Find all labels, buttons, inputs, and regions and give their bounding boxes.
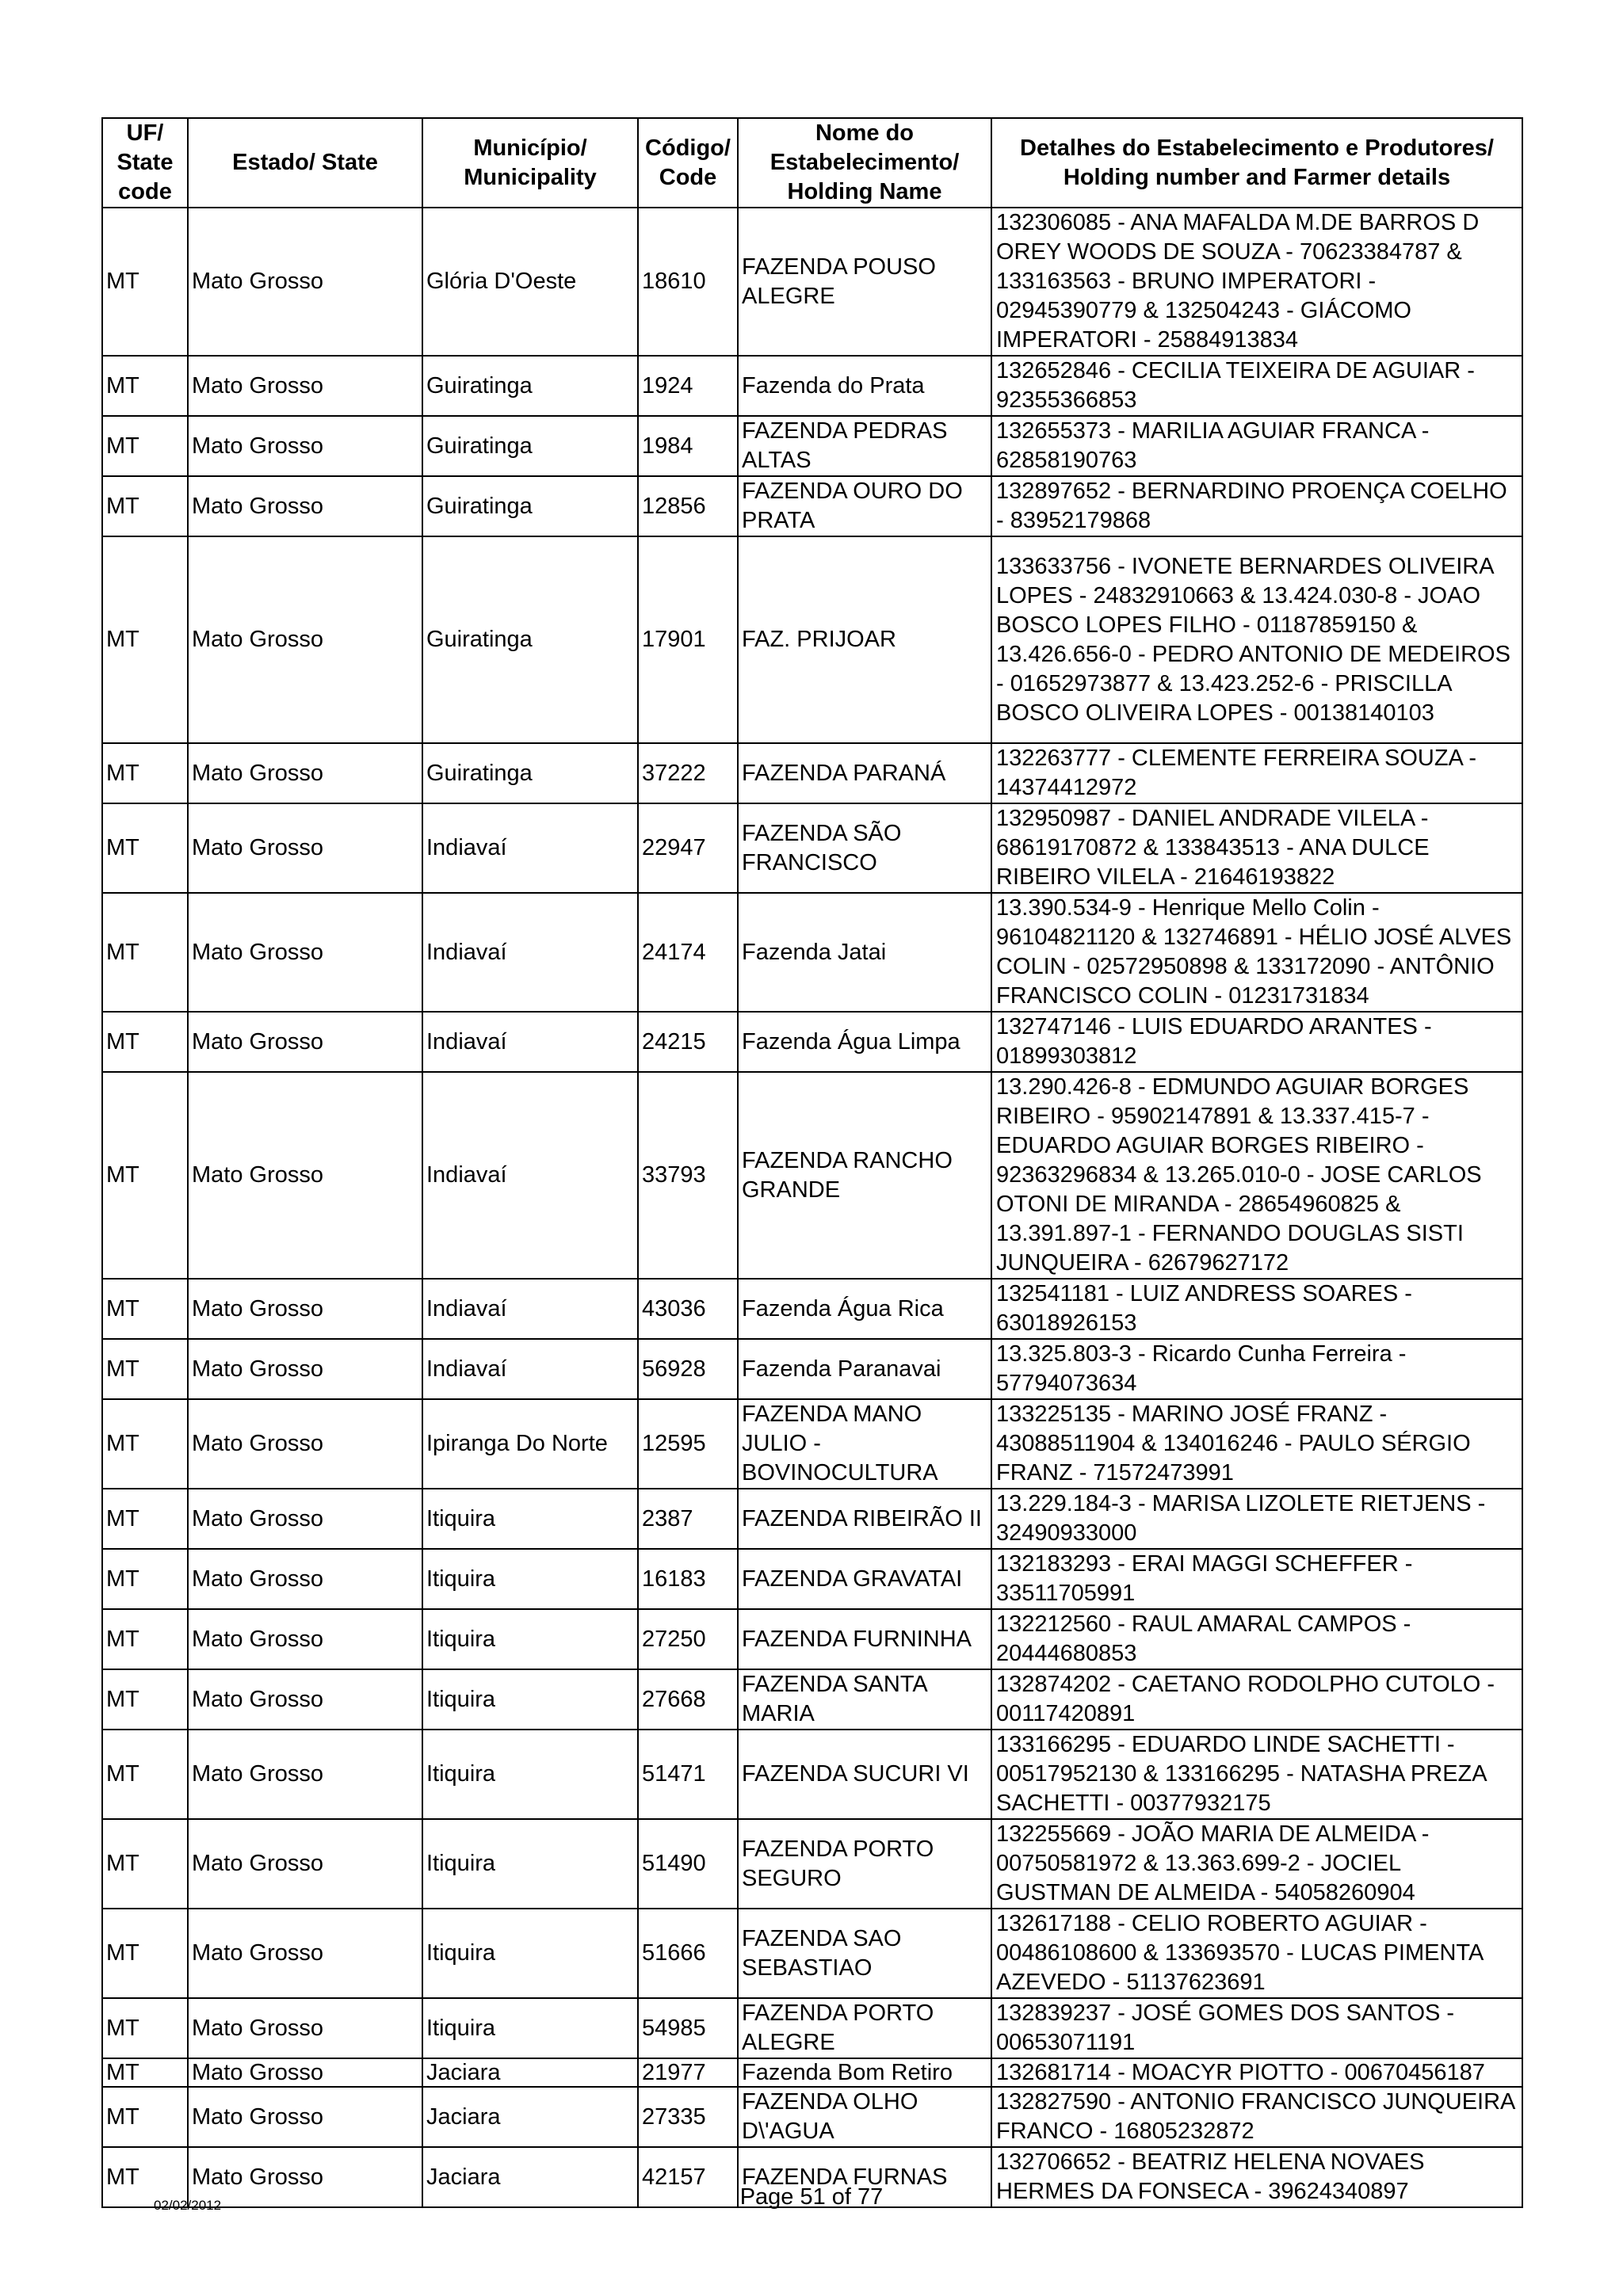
table-row bbox=[102, 1998, 1522, 2058]
cell-uf: MT bbox=[102, 1399, 188, 1489]
cell-codigo: 2387 bbox=[638, 1489, 738, 1549]
cell-codigo: 18610 bbox=[638, 208, 738, 356]
cell-municipio: Indiavaí bbox=[422, 1072, 638, 1279]
cell-nome: Fazenda Jatai bbox=[738, 893, 991, 1012]
cell-uf: MT bbox=[102, 2147, 188, 2207]
table-row bbox=[102, 1399, 1522, 1489]
cell-estado: Mato Grosso bbox=[188, 893, 422, 1012]
cell-detalhes: 132897652 - BERNARDINO PROENÇA COELHO - 83952179868 bbox=[991, 476, 1522, 536]
table-row bbox=[102, 2058, 1522, 2087]
cell-uf: MT bbox=[102, 1549, 188, 1609]
cell-detalhes: 132839237 - JOSÉ GOMES DOS SANTOS - 00653071191 bbox=[991, 1998, 1522, 2058]
cell-municipio: Guiratinga bbox=[422, 536, 638, 743]
cell-estado: Mato Grosso bbox=[188, 1609, 422, 1669]
cell-estado: Mato Grosso bbox=[188, 1072, 422, 1279]
cell-codigo: 1984 bbox=[638, 416, 738, 476]
cell-nome: FAZENDA FURNAS bbox=[738, 2147, 991, 2207]
cell-municipio: Itiquira bbox=[422, 1730, 638, 1819]
cell-codigo: 17901 bbox=[638, 536, 738, 743]
cell-estado: Mato Grosso bbox=[188, 1549, 422, 1609]
cell-municipio: Jaciara bbox=[422, 2087, 638, 2147]
cell-codigo: 51490 bbox=[638, 1819, 738, 1909]
cell-codigo: 56928 bbox=[638, 1339, 738, 1399]
cell-uf: MT bbox=[102, 1609, 188, 1669]
cell-municipio: Jaciara bbox=[422, 2147, 638, 2207]
table-row bbox=[102, 1669, 1522, 1730]
cell-detalhes: 132183293 - ERAI MAGGI SCHEFFER - 33511705991 bbox=[991, 1549, 1522, 1609]
cell-nome: FAZENDA FURNINHA bbox=[738, 1609, 991, 1669]
cell-municipio: Indiavaí bbox=[422, 1279, 638, 1339]
cell-municipio: Guiratinga bbox=[422, 743, 638, 803]
cell-detalhes: 132706652 - BEATRIZ HELENA NOVAES HERMES DA FONSECA - 39624340897 bbox=[991, 2147, 1522, 2207]
table-row bbox=[102, 1339, 1522, 1399]
cell-municipio: Glória D'Oeste bbox=[422, 208, 638, 356]
cell-uf: MT bbox=[102, 356, 188, 416]
cell-detalhes: 132255669 - JOÃO MARIA DE ALMEIDA - 00750581972 & 13.363.699-2 - JOCIEL GUSTMAN DE ALMEIDA - 54058260904 bbox=[991, 1819, 1522, 1909]
cell-nome: Fazenda do Prata bbox=[738, 356, 991, 416]
cell-uf: MT bbox=[102, 1339, 188, 1399]
cell-nome: FAZ. PRIJOAR bbox=[738, 536, 991, 743]
cell-uf: MT bbox=[102, 2058, 188, 2087]
cell-uf: MT bbox=[102, 208, 188, 356]
cell-estado: Mato Grosso bbox=[188, 1998, 422, 2058]
cell-estado: Mato Grosso bbox=[188, 536, 422, 743]
cell-uf: MT bbox=[102, 893, 188, 1012]
cell-estado: Mato Grosso bbox=[188, 208, 422, 356]
cell-codigo: 51471 bbox=[638, 1730, 738, 1819]
header-municipio: Município/ Municipality bbox=[422, 118, 638, 208]
table-row bbox=[102, 1609, 1522, 1669]
cell-codigo: 21977 bbox=[638, 2058, 738, 2087]
cell-uf: MT bbox=[102, 1909, 188, 1998]
cell-detalhes: 132617188 - CELIO ROBERTO AGUIAR - 00486108600 & 133693570 - LUCAS PIMENTA AZEVEDO - 51137623691 bbox=[991, 1909, 1522, 1998]
table-row bbox=[102, 1819, 1522, 1909]
header-codigo: Código/ Code bbox=[638, 118, 738, 208]
cell-nome: FAZENDA SUCURI VI bbox=[738, 1730, 991, 1819]
table-row bbox=[102, 893, 1522, 1012]
cell-municipio: Itiquira bbox=[422, 1549, 638, 1609]
cell-codigo: 33793 bbox=[638, 1072, 738, 1279]
cell-estado: Mato Grosso bbox=[188, 2087, 422, 2147]
cell-estado: Mato Grosso bbox=[188, 1012, 422, 1072]
cell-municipio: Guiratinga bbox=[422, 356, 638, 416]
header-detalhes: Detalhes do Estabelecimento e Produtores/ Holding number and Farmer details bbox=[991, 118, 1522, 208]
table-row bbox=[102, 208, 1522, 356]
table-row bbox=[102, 803, 1522, 893]
cell-estado: Mato Grosso bbox=[188, 1399, 422, 1489]
footer-page-number: Page 51 of 77 bbox=[739, 2184, 884, 2210]
table-row bbox=[102, 743, 1522, 803]
cell-nome: FAZENDA OURO DO PRATA bbox=[738, 476, 991, 536]
cell-estado: Mato Grosso bbox=[188, 743, 422, 803]
cell-codigo: 1924 bbox=[638, 356, 738, 416]
cell-nome: Fazenda Paranavai bbox=[738, 1339, 991, 1399]
cell-nome: FAZENDA PORTO SEGURO bbox=[738, 1819, 991, 1909]
cell-codigo: 27250 bbox=[638, 1609, 738, 1669]
cell-codigo: 12595 bbox=[638, 1399, 738, 1489]
table-row bbox=[102, 1489, 1522, 1549]
cell-nome: Fazenda Água Limpa bbox=[738, 1012, 991, 1072]
holdings-table bbox=[101, 117, 1523, 2208]
cell-codigo: 24174 bbox=[638, 893, 738, 1012]
cell-detalhes: 132747146 - LUIS EDUARDO ARANTES - 01899303812 bbox=[991, 1012, 1522, 1072]
cell-municipio: Ipiranga Do Norte bbox=[422, 1399, 638, 1489]
cell-uf: MT bbox=[102, 1819, 188, 1909]
cell-estado: Mato Grosso bbox=[188, 416, 422, 476]
cell-municipio: Itiquira bbox=[422, 1998, 638, 2058]
table-row bbox=[102, 2087, 1522, 2147]
cell-estado: Mato Grosso bbox=[188, 803, 422, 893]
cell-estado: Mato Grosso bbox=[188, 1819, 422, 1909]
cell-estado: Mato Grosso bbox=[188, 356, 422, 416]
cell-estado: Mato Grosso bbox=[188, 476, 422, 536]
cell-detalhes: 132212560 - RAUL AMARAL CAMPOS - 20444680853 bbox=[991, 1609, 1522, 1669]
cell-nome: FAZENDA GRAVATAI bbox=[738, 1549, 991, 1609]
table-row bbox=[102, 1549, 1522, 1609]
cell-detalhes: 133633756 - IVONETE BERNARDES OLIVEIRA LOPES - 24832910663 & 13.424.030-8 - JOAO BOSCO LOPES FILHO - 01187859150 & 13.426.656-0 - PEDRO ANTONIO DE MEDEIROS - 01652973877 & 13.423.252-6 - PRISCILLA BOSCO OLIVEIRA LOPES - 00138140103 bbox=[991, 536, 1522, 743]
cell-detalhes: 13.390.534-9 - Henrique Mello Colin - 96104821120 & 132746891 - HÉLIO JOSÉ ALVES COLIN - 02572950898 & 133172090 - ANTÔNIO FRANCISCO COLIN - 01231731834 bbox=[991, 893, 1522, 1012]
cell-nome: Fazenda Bom Retiro bbox=[738, 2058, 991, 2087]
cell-municipio: Indiavaí bbox=[422, 803, 638, 893]
cell-codigo: 27668 bbox=[638, 1669, 738, 1730]
cell-estado: Mato Grosso bbox=[188, 2058, 422, 2087]
table-row bbox=[102, 536, 1522, 743]
table-row bbox=[102, 1072, 1522, 1279]
cell-codigo: 22947 bbox=[638, 803, 738, 893]
cell-codigo: 37222 bbox=[638, 743, 738, 803]
cell-codigo: 54985 bbox=[638, 1998, 738, 2058]
cell-nome: FAZENDA PORTO ALEGRE bbox=[738, 1998, 991, 2058]
cell-uf: MT bbox=[102, 1730, 188, 1819]
cell-detalhes: 13.229.184-3 - MARISA LIZOLETE RIETJENS - 32490933000 bbox=[991, 1489, 1522, 1549]
cell-municipio: Jaciara bbox=[422, 2058, 638, 2087]
cell-uf: MT bbox=[102, 803, 188, 893]
cell-codigo: 12856 bbox=[638, 476, 738, 536]
table-row bbox=[102, 1730, 1522, 1819]
cell-detalhes: 132652846 - CECILIA TEIXEIRA DE AGUIAR - 92355366853 bbox=[991, 356, 1522, 416]
cell-nome: FAZENDA OLHO D\'AGUA bbox=[738, 2087, 991, 2147]
cell-detalhes: 132541181 - LUIZ ANDRESS SOARES - 63018926153 bbox=[991, 1279, 1522, 1339]
cell-municipio: Indiavaí bbox=[422, 1339, 638, 1399]
cell-detalhes: 13.290.426-8 - EDMUNDO AGUIAR BORGES RIBEIRO - 95902147891 & 13.337.415-7 - EDUARDO AGUIAR BORGES RIBEIRO - 92363296834 & 13.265.010-0 - JOSE CARLOS OTONI DE MIRANDA - 28654960825 & 13.391.897-1 - FERNANDO DOUGLAS SISTI JUNQUEIRA - 62679627172 bbox=[991, 1072, 1522, 1279]
table-row bbox=[102, 1012, 1522, 1072]
cell-municipio: Itiquira bbox=[422, 1819, 638, 1909]
cell-uf: MT bbox=[102, 1012, 188, 1072]
cell-estado: Mato Grosso bbox=[188, 1279, 422, 1339]
cell-codigo: 16183 bbox=[638, 1549, 738, 1609]
cell-estado: Mato Grosso bbox=[188, 1489, 422, 1549]
footer-date: 02/02/2012 bbox=[154, 2198, 222, 2213]
table-row bbox=[102, 1279, 1522, 1339]
cell-municipio: Indiavaí bbox=[422, 893, 638, 1012]
cell-detalhes: 132874202 - CAETANO RODOLPHO CUTOLO - 00117420891 bbox=[991, 1669, 1522, 1730]
cell-estado: Mato Grosso bbox=[188, 1669, 422, 1730]
header-estado: Estado/ State bbox=[188, 118, 422, 208]
cell-nome: FAZENDA PEDRAS ALTAS bbox=[738, 416, 991, 476]
cell-detalhes: 132681714 - MOACYR PIOTTO - 00670456187 bbox=[991, 2058, 1522, 2087]
cell-uf: MT bbox=[102, 1489, 188, 1549]
cell-uf: MT bbox=[102, 1669, 188, 1730]
cell-codigo: 42157 bbox=[638, 2147, 738, 2207]
cell-codigo: 24215 bbox=[638, 1012, 738, 1072]
header-uf: UF/ State code bbox=[102, 118, 188, 208]
header-nome: Nome do Estabelecimento/ Holding Name bbox=[738, 118, 991, 208]
cell-nome: FAZENDA POUSO ALEGRE bbox=[738, 208, 991, 356]
cell-nome: FAZENDA SAO SEBASTIAO bbox=[738, 1909, 991, 1998]
cell-nome: FAZENDA RIBEIRÃO II bbox=[738, 1489, 991, 1549]
cell-uf: MT bbox=[102, 476, 188, 536]
cell-municipio: Guiratinga bbox=[422, 476, 638, 536]
cell-nome: FAZENDA PARANÁ bbox=[738, 743, 991, 803]
cell-codigo: 43036 bbox=[638, 1279, 738, 1339]
cell-uf: MT bbox=[102, 1998, 188, 2058]
cell-nome: FAZENDA SÃO FRANCISCO bbox=[738, 803, 991, 893]
cell-estado: Mato Grosso bbox=[188, 1909, 422, 1998]
cell-municipio: Itiquira bbox=[422, 1609, 638, 1669]
cell-detalhes: 133225135 - MARINO JOSÉ FRANZ - 43088511904 & 134016246 - PAULO SÉRGIO FRANZ - 71572473991 bbox=[991, 1399, 1522, 1489]
cell-detalhes: 132950987 - DANIEL ANDRADE VILELA - 68619170872 & 133843513 - ANA DULCE RIBEIRO VILELA - 21646193822 bbox=[991, 803, 1522, 893]
cell-uf: MT bbox=[102, 536, 188, 743]
cell-detalhes: 133166295 - EDUARDO LINDE SACHETTI - 00517952130 & 133166295 - NATASHA PREZA SACHETTI - 00377932175 bbox=[991, 1730, 1522, 1819]
cell-nome: FAZENDA SANTA MARIA bbox=[738, 1669, 991, 1730]
cell-estado: Mato Grosso bbox=[188, 1339, 422, 1399]
cell-codigo: 51666 bbox=[638, 1909, 738, 1998]
cell-detalhes: 13.325.803-3 - Ricardo Cunha Ferreira - 57794073634 bbox=[991, 1339, 1522, 1399]
cell-detalhes: 132263777 - CLEMENTE FERREIRA SOUZA - 14374412972 bbox=[991, 743, 1522, 803]
cell-estado: Mato Grosso bbox=[188, 2147, 422, 2207]
cell-uf: MT bbox=[102, 416, 188, 476]
table-row bbox=[102, 356, 1522, 416]
table-row bbox=[102, 1909, 1522, 1998]
cell-estado: Mato Grosso bbox=[188, 1730, 422, 1819]
cell-detalhes: 132306085 - ANA MAFALDA M.DE BARROS D OREY WOODS DE SOUZA - 70623384787 & 133163563 - BRUNO IMPERATORI - 02945390779 & 132504243 - GIÁCOMO IMPERATORI - 25884913834 bbox=[991, 208, 1522, 356]
cell-nome: FAZENDA MANO JULIO - BOVINOCULTURA bbox=[738, 1399, 991, 1489]
cell-uf: MT bbox=[102, 1279, 188, 1339]
cell-codigo: 27335 bbox=[638, 2087, 738, 2147]
cell-uf: MT bbox=[102, 2087, 188, 2147]
cell-municipio: Itiquira bbox=[422, 1669, 638, 1730]
table-row bbox=[102, 416, 1522, 476]
cell-municipio: Indiavaí bbox=[422, 1012, 638, 1072]
cell-nome: Fazenda Água Rica bbox=[738, 1279, 991, 1339]
cell-nome: FAZENDA RANCHO GRANDE bbox=[738, 1072, 991, 1279]
cell-uf: MT bbox=[102, 743, 188, 803]
cell-uf: MT bbox=[102, 1072, 188, 1279]
header-row bbox=[102, 118, 1522, 208]
table-row bbox=[102, 476, 1522, 536]
cell-detalhes: 132827590 - ANTONIO FRANCISCO JUNQUEIRA FRANCO - 16805232872 bbox=[991, 2087, 1522, 2147]
cell-municipio: Itiquira bbox=[422, 1909, 638, 1998]
cell-detalhes: 132655373 - MARILIA AGUIAR FRANCA - 62858190763 bbox=[991, 416, 1522, 476]
cell-municipio: Guiratinga bbox=[422, 416, 638, 476]
cell-municipio: Itiquira bbox=[422, 1489, 638, 1549]
